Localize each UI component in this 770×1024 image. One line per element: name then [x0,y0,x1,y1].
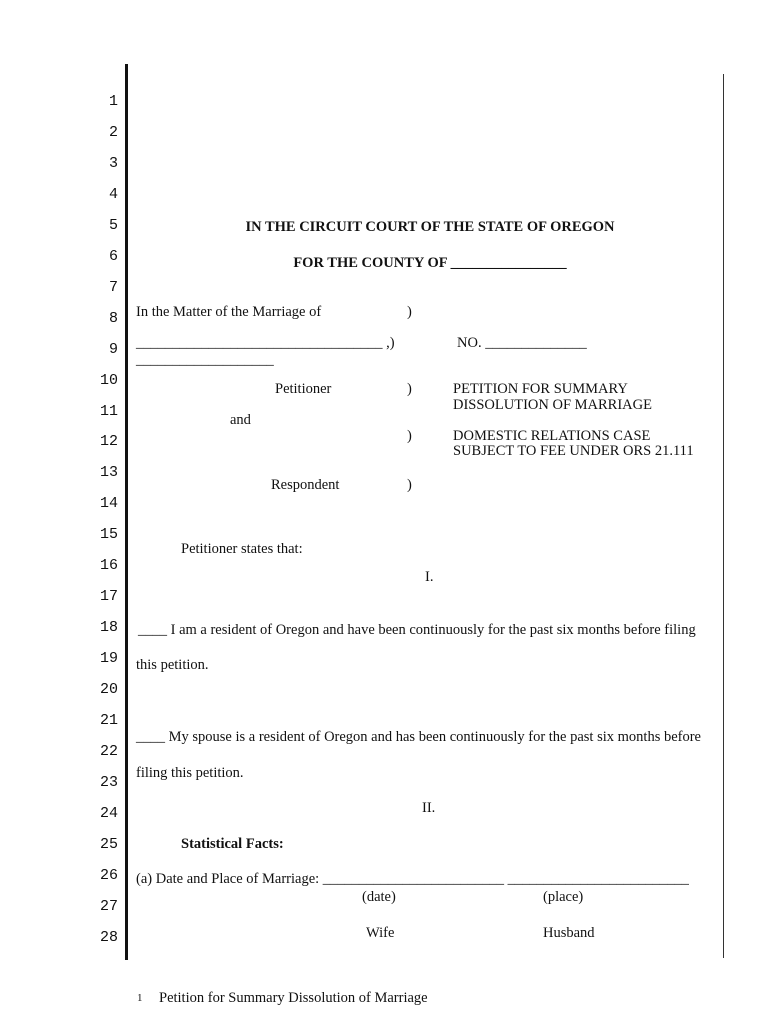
line-number: 25 [99,835,118,853]
party-name-line-2: ___________________ [136,352,274,368]
left-margin-rule [125,64,128,960]
county-heading: FOR THE COUNTY OF ________________ [293,255,567,271]
line-number: 26 [99,866,118,884]
line-number: 28 [99,928,118,946]
statistical-facts-heading: Statistical Facts: [181,836,284,852]
line-number: 8 [108,309,118,327]
line-number: 7 [108,278,118,296]
and-label: and [230,412,251,428]
line-number: 27 [99,897,118,915]
line-number: 24 [99,804,118,822]
line-number: 17 [99,588,118,606]
residency-option-self: ____ I am a resident of Oregon and have been continuously for the past six months before filing [138,622,696,638]
petition-title-line2: DISSOLUTION OF MARRIAGE [453,397,652,413]
line-number: 9 [108,340,118,358]
party-name-line: __________________________________ ,) [136,335,395,351]
line-number: 22 [99,742,118,760]
intro-text: Petitioner states that: [181,541,303,557]
line-number: 2 [108,123,118,141]
line-number: 21 [99,712,118,729]
caption-paren: ) [407,304,412,320]
caption-paren: ) [407,381,412,397]
husband-label: Husband [543,925,595,941]
wife-label: Wife [366,925,395,941]
residency-option-spouse-cont: filing this petition. [136,765,244,781]
marriage-date-place: (a) Date and Place of Marriage: _________________________ _________________________ [136,871,689,887]
petition-title-line1: PETITION FOR SUMMARY [453,381,628,397]
residency-option-self-cont: this petition. [136,657,209,673]
line-number: 6 [108,247,118,265]
respondent-label: Respondent [271,477,340,493]
section-one-heading: I. [425,569,434,585]
right-margin-rule [723,74,724,958]
case-number: NO. ______________ [457,335,587,351]
line-number: 18 [99,619,118,637]
line-number: 12 [99,433,118,451]
caption-paren: ) [407,477,412,493]
line-number: 23 [99,773,118,791]
court-heading: IN THE CIRCUIT COURT OF THE STATE OF OREGON [245,219,615,235]
caption-paren: ) [407,428,412,444]
footer-page-number: 1 [137,992,143,1004]
line-number: 19 [99,650,118,668]
line-number: 11 [99,402,118,420]
line-number: 4 [108,185,118,203]
line-number: 5 [108,216,118,234]
line-number: 15 [99,526,118,544]
residency-option-spouse: ____ My spouse is a resident of Oregon and has been continuously for the past six months before [136,729,701,745]
place-caption: (place) [543,889,584,905]
section-two-heading: II. [422,800,436,816]
line-number: 1 [108,93,118,110]
line-number: 14 [99,495,118,513]
petitioner-label: Petitioner [275,381,332,397]
line-number: 16 [99,557,118,575]
line-number: 3 [108,154,118,172]
matter-label: In the Matter of the Marriage of [136,304,322,320]
line-number: 10 [99,371,118,389]
footer-title: Petition for Summary Dissolution of Marriage [159,990,428,1006]
line-number: 13 [99,464,118,482]
case-type-line1: DOMESTIC RELATIONS CASE [453,428,651,444]
line-number: 20 [99,681,118,699]
case-type-line2: SUBJECT TO FEE UNDER ORS 21.111 [453,443,694,459]
date-caption: (date) [362,889,396,905]
